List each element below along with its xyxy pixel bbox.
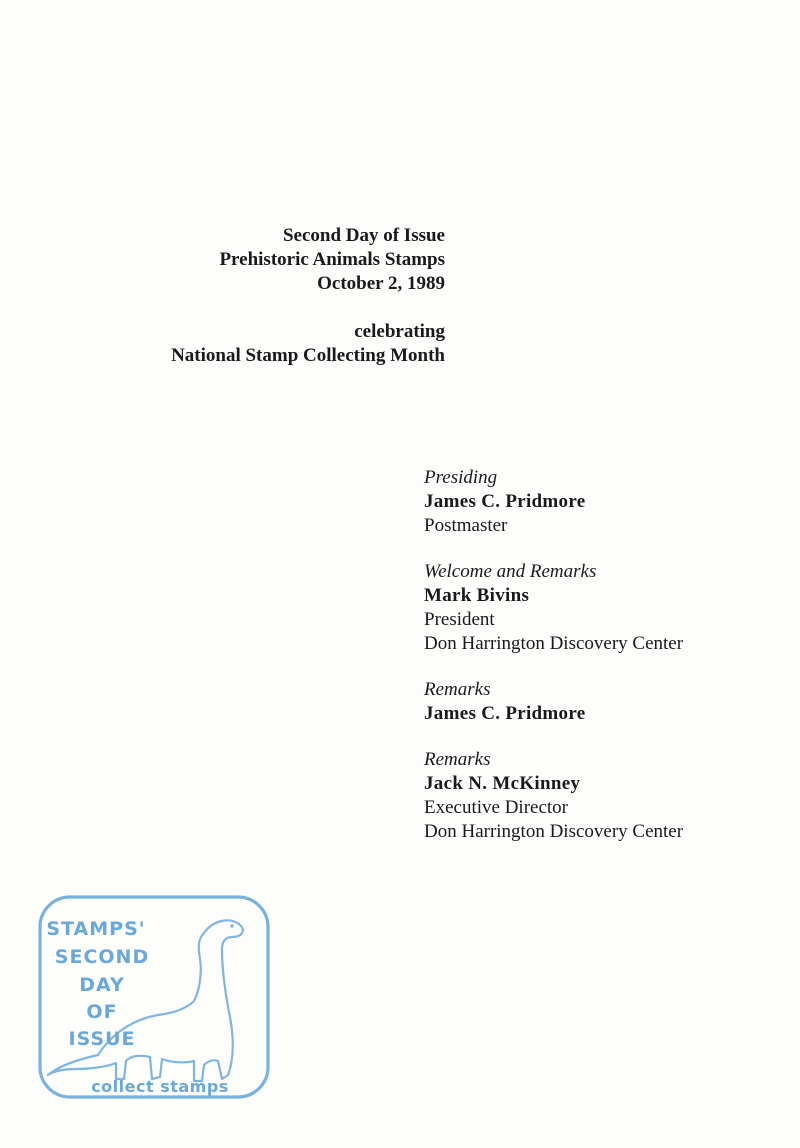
program-section-presiding xyxy=(424,466,794,538)
program-section-remarks-2 xyxy=(424,748,794,844)
program-role: Presiding xyxy=(424,467,498,488)
stamp-text-line-1: STAMPS' xyxy=(46,918,146,940)
program-section-welcome xyxy=(424,560,794,656)
stamp-text-line-4: OF xyxy=(86,1001,118,1023)
celebration-block xyxy=(171,320,445,368)
stamp-footer-text: collect stamps xyxy=(91,1077,229,1096)
program-speaker-name: James C. Pridmore xyxy=(424,703,586,724)
program-speaker-organization: Don Harrington Discovery Center xyxy=(424,633,684,654)
program-speaker-title: Executive Director xyxy=(424,797,569,818)
program-role: Welcome and Remarks xyxy=(424,561,597,582)
second-day-of-issue-stamp xyxy=(36,893,272,1101)
program-speaker-title: President xyxy=(424,609,495,630)
celebration-event: National Stamp Collecting Month xyxy=(171,345,445,366)
stamp-series-title: Prehistoric Animals Stamps xyxy=(219,249,445,270)
program-section-remarks-1 xyxy=(424,678,794,726)
event-title-block xyxy=(219,224,445,296)
celebrating-label: celebrating xyxy=(354,321,445,342)
brontosaurus-icon xyxy=(48,920,243,1081)
program-speaker-title: Postmaster xyxy=(424,515,508,536)
program-list xyxy=(424,466,794,866)
event-title: Second Day of Issue xyxy=(282,225,445,246)
program-speaker-name: Mark Bivins xyxy=(424,585,530,606)
program-speaker-name: Jack N. McKinney xyxy=(424,773,581,794)
program-speaker-name: James C. Pridmore xyxy=(424,491,586,512)
stamp-text-line-5: ISSUE xyxy=(68,1028,136,1050)
dinosaur-eye xyxy=(230,924,233,927)
stamp-text-line-3: DAY xyxy=(79,974,125,996)
program-speaker-organization: Don Harrington Discovery Center xyxy=(424,821,684,842)
stamp-text-line-2: SECOND xyxy=(54,946,150,968)
program-role: Remarks xyxy=(424,679,491,700)
program-role: Remarks xyxy=(424,749,491,770)
event-date: October 2, 1989 xyxy=(317,273,445,294)
